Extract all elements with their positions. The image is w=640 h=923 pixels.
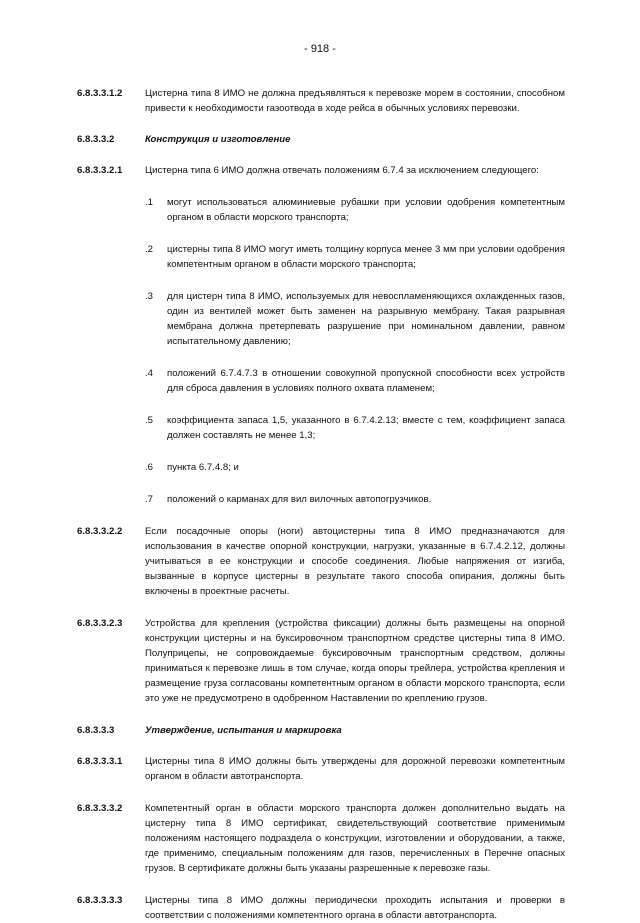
list-item-text: цистерны типа 8 ИМО могут иметь толщину корпуса менее 3 мм при условии одобрения компетентным органом в области морского транспорта; xyxy=(167,244,565,270)
paragraph-text: Цистерна типа 6 ИМО должна отвечать положениям 6.7.4 за исключением следующего: xyxy=(145,165,539,176)
list-item-text: для цистерн типа 8 ИМО, используемых для невоспламеняющихся охлажденных газов, один из вентилей может быть заменен на разрывную мембрану. Такая разрывная мембрана должна претерпевать разрушение при номинальном давлении, равном испытательному давлению; xyxy=(167,291,565,347)
paragraph-6-8-3-3-2-1 xyxy=(0,163,640,178)
paragraph-text: Если посадочные опоры (ноги) автоцистерны типа 8 ИМО предназначаются для использования в качестве опорной конструкции, нагрузки, указанные в 6.7.4.2.12, должны учитываться в ее конструкции и способе соединения. Любые напряжения от изгиба, вызванные в корпусе цистерны в результате такого способа опирания, должны быть включены в проектные расчеты. xyxy=(145,526,565,597)
paragraph-number: 6.8.3.3.2.3 xyxy=(77,618,123,629)
paragraph-text: Цистерны типа 8 ИМО должны периодически проходить испытания и проверки в соответствии с положениями компетентного органа в области автотранспорта. xyxy=(145,895,565,921)
list-item-number: .2 xyxy=(145,244,154,255)
list-item-number: .3 xyxy=(145,291,154,302)
document-body xyxy=(0,86,640,923)
section-heading-approval xyxy=(0,723,640,738)
paragraph-number: 6.8.3.3.3.2 xyxy=(77,803,123,814)
paragraph-number: 6.8.3.3.3 xyxy=(77,725,115,736)
paragraph-6-8-3-3-3-3 xyxy=(0,893,640,923)
list-item xyxy=(0,460,640,475)
section-heading-construction xyxy=(0,132,640,147)
list-item xyxy=(0,492,640,507)
paragraph-number: 6.8.3.3.2.2 xyxy=(77,526,123,537)
section-heading-text: Утверждение, испытания и маркировка xyxy=(145,725,342,736)
list-item xyxy=(0,242,640,272)
list-item-number: .5 xyxy=(145,415,154,426)
list-item-number: .1 xyxy=(145,197,154,208)
paragraph-text: Цистерна типа 8 ИМО не должна предъявляться к перевозке морем в состоянии, способном привести к необходимости газоотвода в ходе рейса в обычных условиях перевозки. xyxy=(145,88,565,114)
paragraph-6-8-3-3-3-1 xyxy=(0,754,640,784)
paragraph-number: 6.8.3.3.2.1 xyxy=(77,165,123,176)
list-item-text: положений 6.7.4.7.3 в отношении совокупной пропускной способности всех устройств для сброса давления в условиях полного охвата пламенем; xyxy=(167,368,565,394)
list-item xyxy=(0,413,640,443)
list-item-text: коэффициента запаса 1,5, указанного в 6.7.4.2.13; вместе с тем, коэффициент запаса должен составлять не менее 1,3; xyxy=(167,415,565,441)
paragraph-number: 6.8.3.3.3.3 xyxy=(77,895,123,906)
paragraph-number: 6.8.3.3.1.2 xyxy=(77,88,123,99)
section-heading-text: Конструкция и изготовление xyxy=(145,134,291,145)
paragraph-number: 6.8.3.3.3.1 xyxy=(77,756,123,767)
list-item xyxy=(0,366,640,396)
paragraph-6-8-3-3-1-2 xyxy=(0,86,640,116)
paragraph-text: Устройства для крепления (устройства фиксации) должны быть размещены на опорной конструкции цистерны и на буксировочном транспортном средстве цистерны типа 8 ИМО. Полуприцепы, не сопровождаемые буксировочным транспортным средством, должны приниматься к перевозке лишь в том случае, когда опоры трейлера, устройства крепления и размещение груза согласованы компетентным органом в области морского транспорта, если это уже не предусмотрено в одобренном Наставлении по креплению грузов. xyxy=(145,618,565,704)
paragraph-6-8-3-3-2-3 xyxy=(0,616,640,706)
paragraph-number: 6.8.3.3.2 xyxy=(77,134,115,145)
paragraph-6-8-3-3-3-2 xyxy=(0,801,640,876)
list-item xyxy=(0,289,640,349)
list-item-number: .6 xyxy=(145,462,154,473)
list-item-text: пункта 6.7.4.8; и xyxy=(167,462,239,473)
page-number: - 918 - xyxy=(304,43,336,55)
list-item-number: .4 xyxy=(145,368,154,379)
list-item-number: .7 xyxy=(145,494,154,505)
paragraph-text: Компетентный орган в области морского транспорта должен дополнительно выдать на цистерну типа 8 ИМО сертификат, свидетельствующий соответствие применимым положениям настоящего подраздела о конструкции, изготовлении и оборудовании, а также, где применимо, специальным положениям для газов, перечисленных в Перечне опасных грузов. В сертификате должны быть указаны разрешенные к перевозке газы. xyxy=(145,803,565,874)
paragraph-6-8-3-3-2-2 xyxy=(0,524,640,599)
list-item-text: могут использоваться алюминиевые рубашки при условии одобрения компетентным органом в области морского транспорта; xyxy=(167,197,565,223)
paragraph-text: Цистерны типа 8 ИМО должны быть утверждены для дорожной перевозки компетентным органом в области автотранспорта. xyxy=(145,756,565,782)
list-item xyxy=(0,195,640,225)
list-item-text: положений о карманах для вил вилочных автопогрузчиков. xyxy=(167,494,432,505)
